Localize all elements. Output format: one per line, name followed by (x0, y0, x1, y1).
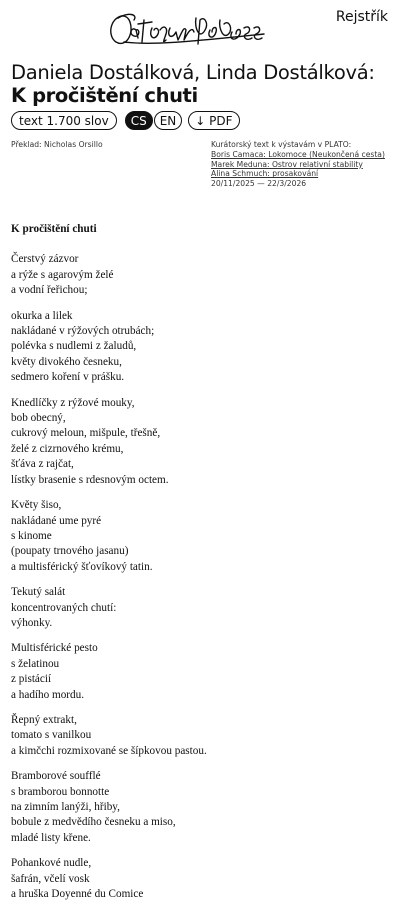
poem-line: (poupaty trnového jasanu) (11, 545, 129, 558)
exhibition-dates: 20/11/2025 — 22/3/2026 (211, 179, 307, 189)
poem-line: Řepný extrakt, (11, 713, 77, 726)
poem-line: okurka a lilek (11, 309, 73, 322)
meta-intro: Kurátorský text k výstavám v PLATO: (211, 140, 352, 149)
poem-line: cukrový meloun, mišpule, třešně, (11, 427, 161, 440)
poem-line: nakládané v rýžových otrubách; (11, 325, 155, 338)
poem-line: mladé listy křene. (11, 831, 91, 844)
poem-line: a multisférický šťovíkový tatin. (11, 560, 153, 573)
poem-line: tomato s vanilkou (11, 729, 92, 742)
poem-line: lístky brasenie s rdesnovým octem. (11, 473, 169, 486)
poem-line: sedmero koření v prášku. (11, 371, 125, 384)
poem-line: šťáva z rajčat, (11, 458, 74, 471)
poem-line: na zimním lanýži, hřiby, (11, 801, 120, 813)
article-title: K pročištění chuti (11, 84, 198, 107)
language-cs-button[interactable]: CS (125, 111, 153, 130)
poem-line: Knedlíčky z rýžové mouky, (11, 396, 135, 409)
download-pdf-button[interactable]: ↓ PDF (188, 111, 239, 130)
word-count-badge: text 1.700 slov (11, 111, 117, 130)
poem-line: s bramborou bonnotte (11, 785, 110, 798)
poem-line: a kimčchi rozmixované se šípkovou pastou. (11, 744, 207, 757)
poem-line: Pohankové nudle, (11, 857, 92, 870)
article-authors: Daniela Dostálková, Linda Dostálková: (11, 61, 375, 84)
poem-line: bobule z medvědího česneku a miso, (11, 816, 176, 829)
language-en-button[interactable]: EN (154, 111, 183, 130)
poem-line: a rýže s agarovým želé (11, 268, 114, 281)
poem-stanza (11, 252, 391, 298)
poem-line: Bramborové soufflé (11, 770, 101, 783)
poem-line: polévka s nudlemi z žaludů, (11, 340, 137, 353)
poem-stanza (11, 769, 391, 846)
poem-line: želé z cizrnového krému, (11, 442, 124, 455)
exhibition-link-meduna[interactable]: Marek Meduna: Ostrov relativní stability (211, 159, 363, 169)
exhibition-meta (211, 140, 397, 189)
poem-stanza (11, 498, 391, 575)
poem-stanza (11, 641, 391, 703)
poem-line: a hruška Doyenné du Comice (11, 888, 144, 901)
poem-line: Multisférické pesto (11, 642, 98, 655)
poem-stanza (11, 713, 391, 759)
article-toolbar (11, 111, 240, 130)
poem-line: šafrán, včelí vosk (11, 872, 90, 885)
poem-line: nakládané ume pyré (11, 514, 102, 527)
poem-line: květy divokého česneku, (11, 355, 122, 368)
poem-stanza (11, 585, 391, 631)
poem-line: Tekutý salát (11, 586, 66, 599)
exhibition-link-camaca[interactable]: Boris Camaca: Lokomoce (Neukončená cesta) (211, 149, 385, 159)
poem-line: a vodní řeřichou; (11, 284, 88, 297)
poem-line: výhonky. (11, 616, 53, 629)
poem (11, 222, 391, 912)
poem-line: koncentrovaných chutí: (11, 601, 117, 614)
poem-title: K pročištění chuti (11, 223, 97, 235)
poem-line: s kinome (11, 529, 52, 542)
poem-line: bob obecný, (11, 412, 66, 425)
poem-line: s želatinou (11, 657, 60, 670)
poem-line: z pistácií (11, 673, 52, 686)
translator-credit: Překlad: Nicholas Orsillo (11, 140, 103, 149)
poem-stanzas (11, 252, 391, 902)
poem-stanza (11, 396, 391, 488)
poem-line: Květy šiso, (11, 499, 62, 512)
index-link[interactable]: Rejstřík (335, 9, 388, 25)
poem-stanza (11, 309, 391, 386)
poem-line: Čerstvý zázvor (11, 253, 79, 266)
poem-stanza (11, 856, 391, 902)
exhibition-link-schmuch[interactable]: Alina Schmuch: prosakování (211, 169, 319, 179)
ostrov-press-logo[interactable] (104, 6, 272, 52)
poem-line: a hadího mordu. (11, 688, 85, 701)
